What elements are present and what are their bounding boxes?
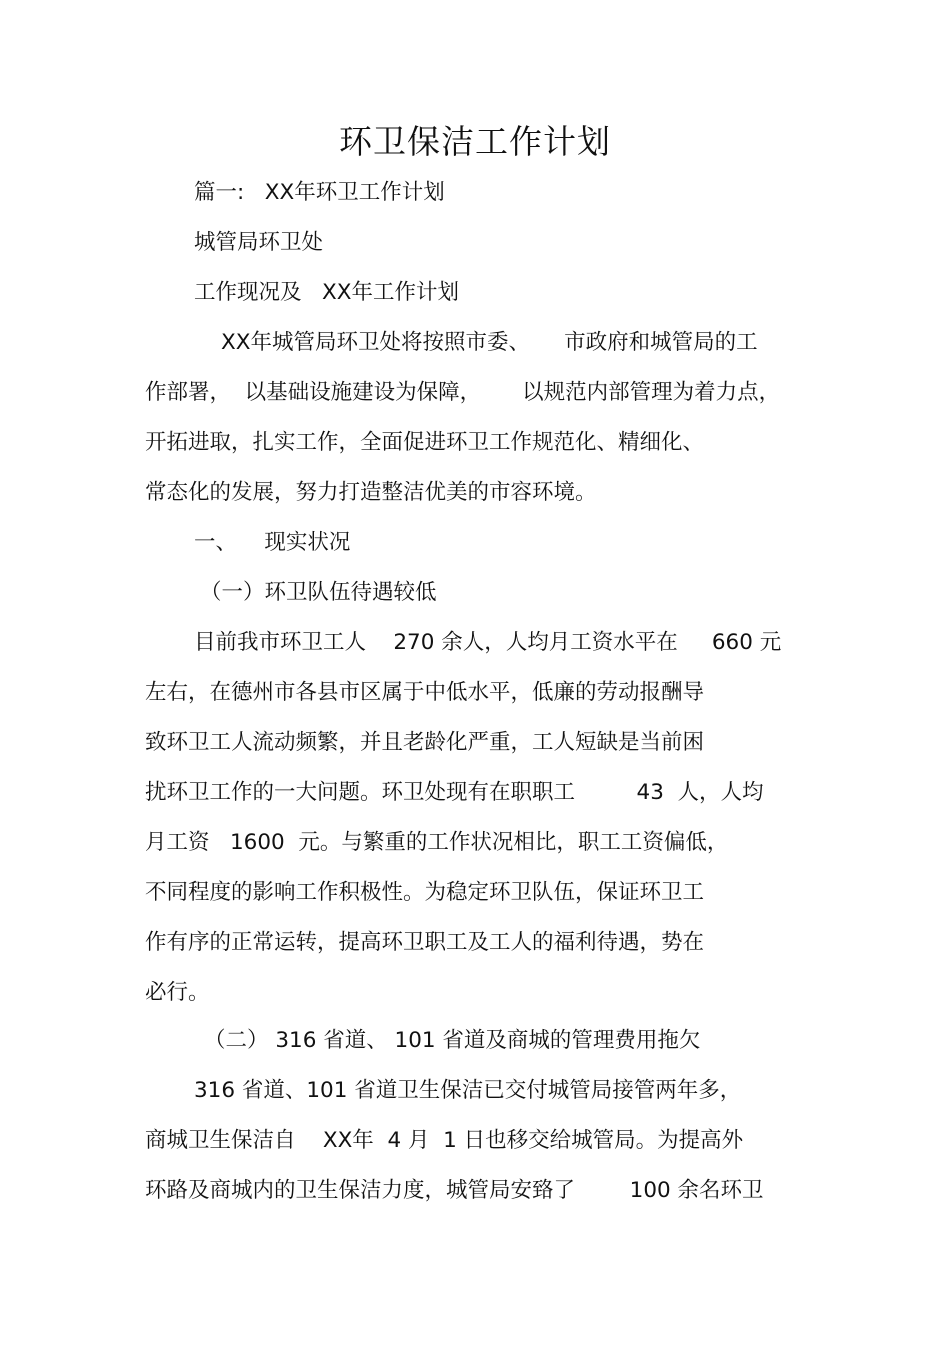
paragraph-line: 不同程度的影响工作积极性。为稳定环卫队伍，保证环卫工 bbox=[145, 880, 705, 905]
paragraph-line: 316 省道、101 省道卫生保洁已交付城管局接管两年多， bbox=[194, 1078, 742, 1103]
paragraph-line: 城管局环卫处 bbox=[194, 230, 324, 255]
paragraph-line: 开拓进取，扎实工作，全面促进环卫工作规范化、精细化、 bbox=[145, 430, 705, 455]
paragraph-line: 左右，在德州市各县市区属于中低水平，低廉的劳动报酬导 bbox=[145, 680, 705, 705]
paragraph-line: 作有序的正常运转，提高环卫职工及工人的福利待遇，势在 bbox=[145, 930, 705, 955]
paragraph-line: 目前我市环卫工人 270 余人，人均月工资水平在 660 元 bbox=[194, 630, 782, 655]
subsection-heading: （二） 316 省道、 101 省道及商城的管理费用拖欠 bbox=[204, 1028, 701, 1053]
paragraph-line: 月工资 1600 元。与繁重的工作状况相比，职工工资偏低， bbox=[145, 830, 729, 855]
paragraph-line: 作部署， 以基础设施建设为保障， 以规范内部管理为着力点， bbox=[145, 380, 781, 405]
paragraph-line: 工作现况及 XX年工作计划 bbox=[194, 280, 459, 305]
paragraph-line: 致环卫工人流动频繁，并且老龄化严重，工人短缺是当前困 bbox=[145, 730, 705, 755]
paragraph-line: 扰环卫工作的一大问题。环卫处现有在职职工 43 人，人均 bbox=[145, 780, 764, 805]
document-title: 环卫保洁工作计划 bbox=[339, 122, 611, 161]
paragraph-line: 必行。 bbox=[145, 980, 210, 1005]
section-heading: 一、 现实状况 bbox=[194, 530, 351, 555]
paragraph-line: 常态化的发展，努力打造整洁优美的市容环境。 bbox=[145, 480, 597, 505]
paragraph-line: 环路及商城内的卫生保洁力度，城管局安臵了 100 余名环卫 bbox=[145, 1178, 764, 1203]
paragraph-line: 商城卫生保洁自 XX年 4 月 1 日也移交给城管局。为提高外 bbox=[145, 1128, 744, 1153]
subsection-heading: （一）环卫队伍待遇较低 bbox=[200, 580, 437, 605]
paragraph-line: 篇一: XX年环卫工作计划 bbox=[194, 180, 445, 205]
paragraph-line: XX年城管局环卫处将按照市委、 市政府和城管局的工 bbox=[221, 330, 758, 355]
